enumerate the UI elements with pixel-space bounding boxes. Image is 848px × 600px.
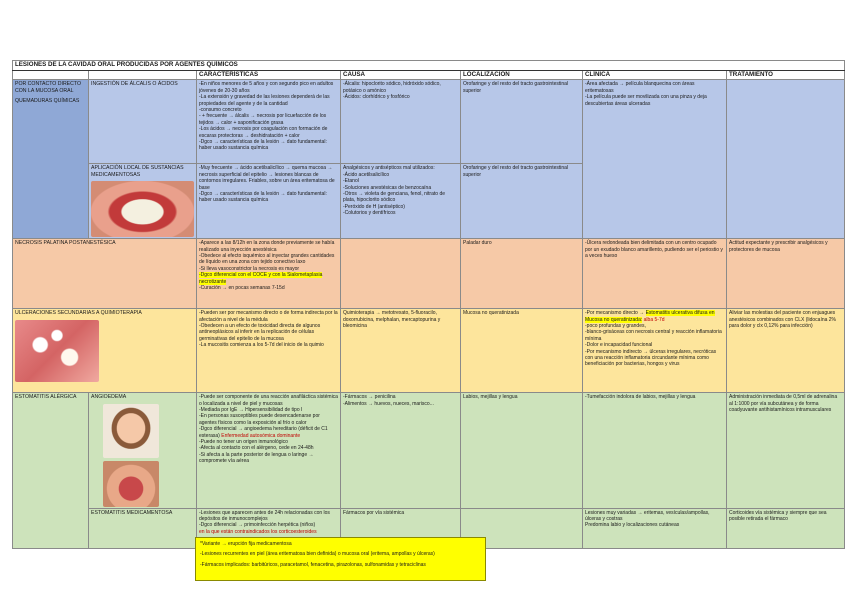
- cell-contact-clin: -Área afectada → película blanquecina con áreas eritematosas -La película puede ser movilizada con una pinza y deja descubiertas áreas ulceradas: [583, 80, 727, 239]
- cell-meds-char: -Muy frecuente → ácido acetilsalicílico → quema mucosa → necrosis superficial del epitelio → lesiones blancas de contornos irregulares. Friables, sobre un área eritematosa de base -Dgco → características de la lesión → dato fundamental: haber usado sustancia química: [197, 164, 341, 239]
- necrosis-char-end: -Curación → en pocas semanas 7-15d: [199, 285, 285, 292]
- cell-necrosis-clin: -Úlcera redondeada bien delimitada con un centro ocupado por un exudado blanco amarillento, pudiendo ser el periostio y a veces hueso: [583, 239, 727, 309]
- lips-photo: [103, 461, 159, 507]
- necrosis-char-text: -Aparece a las 8/12h en la zona donde previamente se había realizado una inyección anestésica -Obedece al efecto isquémico al inyectar grandes cantidades de líquido en una zona con tejido conectivo laxo -Si lleva vasoconstrictor la necrosis es mayor: [199, 240, 335, 272]
- cell-meds-loc: Orofaringe y del resto del tracto gastrointestinal superior: [461, 164, 583, 239]
- subsection-drug: ESTOMATITIS MEDICAMENTOSA: [89, 508, 197, 548]
- ulcer-clin-highlight: Estomatitis ulcerativa difusa en Mucosa no queratinizada:: [585, 310, 715, 323]
- cell-angio-loc: Labios, mejillas y lengua: [461, 393, 583, 508]
- cell-angio-cause: -Fármacos → penicilina -Alimentos → huevos, nueces, marisco...: [341, 393, 461, 508]
- cell-angio-clin: -Tumefacción indolora de labios, mejillas y lengua: [583, 393, 727, 508]
- header-causa: CAUSA: [341, 71, 461, 80]
- table-row: [13, 393, 845, 508]
- variant-note-box: [195, 537, 486, 581]
- section-ulcer-label: ULCERACIONES SECUNDARIAS A QUIMIOTERAPIA: [15, 310, 142, 317]
- section-contact-sub: QUEMADURAS QUÍMICAS: [15, 98, 80, 105]
- angio-char-red: Enfermedad autosómica dominante: [219, 432, 301, 439]
- ulcer-clin-a: -Por mecanismo directo →: [585, 310, 646, 317]
- section-necrosis: NECROSIS PALATINA POSTANESTÉSICA: [13, 239, 197, 309]
- section-contact-label: POR CONTACTO DIRECTO CON LA MUCOSA ORAL: [15, 81, 81, 94]
- cell-ulcer-char: -Pueden ser por mecanismo directo o de forma indirecta por la afectación a nivel de la médula -Obedecen a un efecto de toxicidad directa de algunos antineoplásicos al inferir en la replicación de células germinativas del epitelio de la mucosa -La mucositis comienza a los 5-7d del inicio de la quimio: [197, 309, 341, 393]
- cell-meds-cause: Analgésicos y antisépticos mal utilizados: -Ácido acetilsalicílico -Etanol -Soluciones anestésicas de benzocaína -Otros → violeta de genciana, fenol, nitrato de plata, hipoclorito sódico -Peróxido de H (antiséptico) -Colutorios y dentífricos: [341, 164, 461, 239]
- header-localizacion: LOCALIZACIÓN: [461, 71, 583, 80]
- subsection-meds-label: APLICACIÓN LOCAL DE SUSTANCIAS MEDICAMENTOSAS: [91, 165, 184, 178]
- cell-necrosis-loc: Paladar duro: [461, 239, 583, 309]
- header-tratamiento: TRATAMIENTO: [727, 71, 845, 80]
- note-line-1: *Variante → erupción fija medicamentosa: [200, 541, 292, 547]
- drug-char-red: en la que están contraindicados los corticoesteroides: [199, 528, 317, 535]
- cell-ulcer-clin: [583, 309, 727, 393]
- table-row: [13, 80, 845, 164]
- ulcer-clin-b: -poco profundas y grandes, -blanco-grisáceas con necrosis central y reacción inflamatoria mínima -Dolor e incapacidad funcional -Por mecanismo indirecto → úlceras irregulares, necróticas con una reacción inflamatoria circundante mínima como beneficiación por bacterias, hongos y virus: [585, 323, 722, 368]
- ulcer-photo: [15, 320, 99, 382]
- angio-char-b: -Puede no tener un origen inmunológico -Afecta al contacto con el alérgeno, cede en 24-48h -Si afecta a la parte posterior de lengua o laringe → compromete vía aérea: [199, 439, 314, 465]
- subsection-angio-label: ANGIOEDEMA: [91, 394, 127, 401]
- cell-ulcer-cause: Quimioterapia → metotrexato, 5-fluoracilo, doxorrubicina, melphalan, mercaptopurina y bleomicina: [341, 309, 461, 393]
- header-caracteristicas: CARACTERÍSTICAS: [197, 71, 341, 80]
- subsection-angio: [89, 393, 197, 508]
- cell-drug-cause: Fármacos por vía sistémica: [341, 508, 461, 548]
- cell-drug-treat: Corticoides vía sistémica y siempre que sea posible retirada el fármaco: [727, 508, 845, 548]
- drug-char-text: -Lesiones que aparecen antes de 24h relacionadas con los depósitos de inmunocomplejos -Dgco diferencial → primoinfección herpética (niños): [199, 509, 330, 529]
- teeth-photo: [91, 181, 194, 237]
- subsection-alkali: INGESTIÓN DE ÁLCALIS O ÁCIDOS: [89, 80, 197, 164]
- section-allergy: ESTOMATITIS ALÉRGICA: [13, 393, 89, 548]
- header-clinica: CLÍNICA: [583, 71, 727, 80]
- ulcer-clin-red: alba 5-7d: [642, 316, 665, 323]
- cell-ulcer-loc: Mucosa no queratinizada: [461, 309, 583, 393]
- necrosis-char-highlight: -Dgco diferencial con el COCE y con la Sialometaplasia necrotizante: [199, 272, 323, 285]
- cell-necrosis-char: [197, 239, 341, 309]
- header-blank-2: [89, 71, 197, 80]
- table-title: LESIONES DE LA CAVIDAD ORAL PRODUCIDAS POR AGENTES QUÍMICOS: [13, 61, 845, 71]
- cell-drug-clin: Lesiones muy variadas → eritemas, vesículas/ampollas, úlceras y costras Predomina labio y localizaciones cutáneas: [583, 508, 727, 548]
- table-row: [13, 309, 845, 393]
- section-ulcer: [13, 309, 197, 393]
- section-contact: [13, 80, 89, 239]
- cell-necrosis-cause: [341, 239, 461, 309]
- cell-angio-char: [197, 393, 341, 508]
- cell-contact-treat: [727, 80, 845, 239]
- cell-necrosis-treat: Actitud expectante y prescribir analgésicos y protectores de mucosa: [727, 239, 845, 309]
- cell-alkali-cause: -Álcalis: hipoclorito sódico, hidróxido sódico, potásico o amónico -Ácidos: clorhídrico y fosfórico: [341, 80, 461, 164]
- cell-alkali-char: -En niños menores de 5 años y con segundo pico en adultos jóvenes de 20-30 años -La extensión y gravedad de las lesiones dependerá de las propiedades del agente y de la cantidad -consumo concreto - + frecuente → álcalis → necrosis por licuefacción de los tejidos → calor + saponificación grasa -Los ácidos → necrosis por coagulación con formación de escaras protectoras → deshidratación + calor -Dgco → características de la lesión → dato fundamental: haber usado sustancia química: [197, 80, 341, 164]
- note-line-3: -Fármacos implicados: barbitúricos, paracetamol, fenacetina, pirazolonas, sulfonamidas y tetraciclinas: [200, 561, 426, 568]
- table-row: [13, 239, 845, 309]
- cell-angio-treat: Administración inmediata de 0,5ml de adrenalina al 1:1000 por vía subcutánea y de forma coadyuvante antihistamínicos intramusculares: [727, 393, 845, 508]
- cell-alkali-loc: Orofaringe y del resto del tracto gastrointestinal superior: [461, 80, 583, 164]
- lesions-table-sheet: [12, 60, 844, 549]
- subsection-meds: [89, 164, 197, 239]
- angio-char-text: -Puede ser componente de una reacción anafiláctica sistémica o localizada a nivel de piel y mucosas -Mediada por IgE → Hipersensibilidad de tipo I -En personas susceptibles puede desencadenarse por agentes físicos como la exposición al frío o calor -Dgco diferencial → angioedema hereditario (déficit de C1 esterasa): [199, 394, 338, 439]
- lesions-table: [12, 60, 845, 549]
- face-photo: [103, 404, 159, 458]
- note-line-2: -Lesiones recurrentes en piel (área eritematosa bien definida) o mucosa oral (eritema, ampollas y úlceras): [200, 551, 435, 558]
- header-blank-1: [13, 71, 89, 80]
- cell-ulcer-treat: Aliviar las molestias del paciente con enjuagues anestésicos combinados con CLX (lidocaína 2% para dolor y clx 0,12% para infección): [727, 309, 845, 393]
